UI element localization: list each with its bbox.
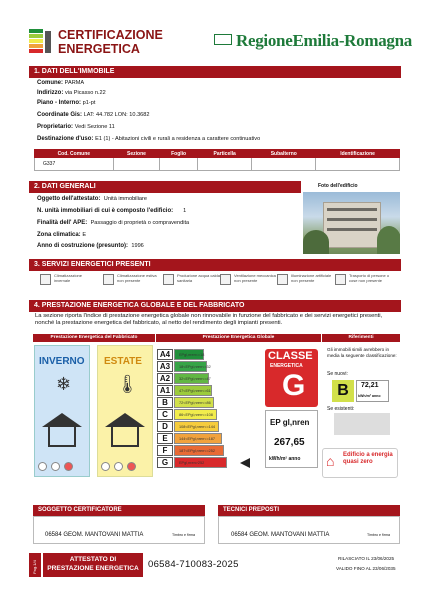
energy-class-bar	[174, 361, 211, 372]
energy-class-a4: A4	[157, 349, 173, 360]
section4-header: 4. PRESTAZIONE ENERGETICA GLOBALE E DEL FABBRICATO	[29, 300, 401, 312]
service-cooling	[103, 272, 163, 290]
energy-class-range: 108<EPgl,nren<=144	[179, 425, 215, 429]
panel-riferimenti-header: Riferimenti	[322, 334, 400, 342]
face-icon	[38, 462, 47, 471]
catasto-cell: G337	[35, 158, 114, 171]
energy-class-bar	[174, 349, 204, 360]
energy-class-range: 72<EPgl,nren<=86	[179, 401, 211, 405]
finalita-row	[37, 220, 189, 226]
winter-house-icon	[42, 413, 82, 427]
finalita-label: Finalità dell' APE:	[37, 220, 88, 226]
rif-text: Gli immobili simili avrebbero in media la seguente classificazione:	[327, 347, 397, 358]
anno-value: 1996	[131, 243, 144, 249]
inverno-label: INVERNO	[39, 356, 85, 367]
indirizzo-value: via Picasso n.22	[65, 90, 106, 96]
rif-unit: kWh/m² anno	[358, 394, 381, 398]
attestato-box	[43, 553, 143, 577]
energy-class-b: B	[157, 397, 173, 408]
nunita-value: 1	[183, 208, 187, 214]
tecnici-value: 06584 GEOM. MANTOVANI MATTIA	[231, 532, 330, 538]
rif-class-badge: B	[332, 380, 354, 402]
rif-value: 72,21	[361, 382, 379, 389]
summer-house-body	[111, 427, 139, 447]
building-photo	[303, 192, 400, 254]
rif-existing-placeholder	[334, 413, 390, 435]
energy-class-range: 144<EPgl,nren<=187	[179, 437, 215, 441]
service-heating	[40, 272, 100, 290]
rif-esistenti-label: Se esistenti:	[327, 406, 355, 412]
section4-description: La sezione riporta l'indice di prestazione energetica globale non rinnovabile in funzione del fabbricato e dei servizi energetici presenti, nonché la prestazione energetica del fabbricato, al netto del rendimento degli impianti presenti.	[35, 313, 383, 327]
piano-row	[37, 100, 95, 106]
certificate-code: 06584-710083-2025	[148, 559, 239, 570]
catasto-header: Subalterno	[252, 150, 316, 158]
coord-label: Coordinate Gis:	[37, 112, 83, 118]
service-label: Produzione acqua calda sanitaria	[177, 273, 220, 283]
energy-class-bar	[174, 421, 219, 432]
catasto-header-row	[35, 150, 400, 158]
snowflake-icon	[103, 274, 114, 285]
energy-class-range: 47<EPgl,nren<=61	[179, 389, 211, 393]
energy-class-range: 18<EPgl,nren<=32	[179, 365, 211, 369]
catasto-cell	[113, 158, 160, 171]
soggetto-box	[33, 516, 205, 544]
energy-class-bar	[174, 433, 222, 444]
energetica-label: ENERGETICA	[270, 363, 303, 369]
proprietario-label: Proprietario:	[37, 124, 74, 130]
tecnici-box	[218, 516, 400, 544]
service-hotwater	[163, 272, 223, 290]
energy-class-f: F	[157, 445, 173, 456]
face-icon	[64, 462, 73, 471]
indirizzo-row	[37, 90, 106, 96]
zona-row	[37, 232, 86, 238]
catasto-cell	[160, 158, 198, 171]
catasto-header: Cod. Comune	[35, 150, 114, 158]
section2-header: 2. DATI GENERALI	[29, 181, 301, 193]
catasto-header: Particella	[197, 150, 252, 158]
soggetto-header: SOGGETTO CERTIFICATORE	[33, 505, 205, 516]
catasto-table	[34, 149, 400, 171]
ep-label: EP gl,nren	[270, 418, 310, 427]
bulb-icon	[277, 274, 288, 285]
proprietario-row	[37, 124, 115, 130]
ace-logo-icon	[29, 29, 53, 55]
catasto-header: Sezione	[113, 150, 160, 158]
region-logo: RegioneEmilia-Romagna	[236, 31, 412, 50]
snowflake-icon: ❄	[56, 374, 72, 394]
anno-row	[37, 243, 144, 249]
page-number-text: Pag.1/4	[32, 560, 37, 574]
energy-class-range: 86<EPgl,nren<=108	[179, 413, 213, 417]
tecnici-firma: Timbro e firma	[367, 533, 391, 537]
page-title	[58, 28, 163, 56]
comune-value: PARMA	[64, 80, 85, 86]
energy-class-range: 187<EPgl,nren<=252	[179, 449, 215, 453]
face-icon	[127, 462, 136, 471]
coord-row	[37, 112, 150, 118]
tap-icon	[163, 274, 174, 285]
service-ventilation	[220, 272, 280, 290]
nunita-label: N. unità immobiliari di cui è composto l'edificio:	[37, 208, 174, 214]
nzeb-icon: ⌂	[326, 453, 335, 469]
energy-class-a1: A1	[157, 385, 173, 396]
catasto-cell	[316, 158, 400, 171]
title-line2: ENERGETICA	[58, 42, 140, 56]
face-icon	[114, 462, 123, 471]
piano-label: Piano - Interno:	[37, 100, 81, 106]
comune-label: Comune:	[37, 80, 63, 86]
destinazione-label: Destinazione d'uso:	[37, 136, 94, 142]
attestato-line1: ATTESTATO DI	[69, 556, 117, 563]
ep-unit: kWh/m² anno	[269, 456, 301, 462]
service-label: Ventilazione meccanica non presente	[234, 273, 276, 283]
classe-value: G	[282, 369, 306, 402]
energy-class-a3: A3	[157, 361, 173, 372]
energy-class-g: G	[157, 457, 173, 468]
energy-class-bar	[174, 409, 217, 420]
estate-label: ESTATE	[104, 356, 142, 367]
rif-nuovi-label: Se nuovi:	[327, 371, 348, 377]
indirizzo-label: Indirizzo:	[37, 90, 64, 96]
coord-value: LAT: 44.782 LON: 10.3682	[83, 112, 150, 118]
winter-house-body	[48, 427, 76, 447]
section1-header: 1. DATI DELL'IMMOBILE	[29, 66, 401, 78]
title-line1: CERTIFICAZIONE	[58, 28, 163, 42]
energy-class-a2: A2	[157, 373, 173, 384]
valido-date: VALIDO FINO AL 23/06/2035	[336, 566, 396, 571]
service-label: Illuminazione artificiale non presente	[291, 273, 332, 283]
energy-class-d: D	[157, 421, 173, 432]
service-label: Climatizzazione invernale	[54, 273, 83, 283]
summer-house-icon	[105, 413, 145, 427]
photo-label: Foto dell'edificio	[318, 183, 358, 189]
destinazione-row	[37, 136, 260, 142]
soggetto-firma: Timbro e firma	[172, 533, 196, 537]
comune-row	[37, 80, 84, 86]
oggetto-label: Oggetto dell'attestato:	[37, 196, 101, 202]
service-label: Trasporto di persone o cose non presente	[349, 273, 390, 283]
fan-icon	[220, 274, 231, 285]
current-class-arrow	[240, 458, 250, 468]
classe-label: CLASSE	[268, 350, 313, 362]
energy-class-bar	[174, 373, 209, 384]
energy-class-bar	[174, 445, 224, 456]
attestato-line2: PRESTAZIONE ENERGETICA	[47, 564, 139, 572]
catasto-header: Foglio	[160, 150, 198, 158]
rilasciato-date: RILASCIATO IL 23/06/2025	[338, 556, 395, 561]
radiator-icon	[40, 274, 51, 285]
tecnici-header: TECNICI PREPOSTI	[218, 505, 400, 516]
thermometer-icon: 🌡	[116, 374, 139, 394]
face-icon	[51, 462, 60, 471]
piano-value: p1-pt	[82, 100, 96, 106]
service-transport	[335, 272, 397, 290]
energy-class-bar	[174, 397, 214, 408]
destinazione-value: E1 (1) - Abitazioni civili e rurali a residenza a carattere continuativo	[95, 136, 261, 142]
zona-value: E	[82, 232, 87, 238]
energy-class-range: EPgl,nren<=18	[179, 353, 205, 357]
energy-class-range: 32<EPgl,nren<=47	[179, 377, 211, 381]
service-label: Climatizzazione estiva non presente	[117, 273, 157, 283]
finalita-value: Passaggio di proprietà o compravendita	[90, 220, 190, 226]
face-icon	[101, 462, 110, 471]
proprietario-value: Vedi Sezione 11	[74, 124, 115, 130]
zona-label: Zona climatica:	[37, 232, 81, 238]
ep-value: 267,65	[274, 437, 305, 448]
nunita-row	[37, 208, 186, 214]
section3-header: 3. SERVIZI ENERGETICI PRESENTI	[29, 259, 401, 271]
catasto-cell	[252, 158, 316, 171]
elevator-icon	[335, 274, 346, 285]
service-lighting	[277, 272, 337, 290]
nzeb-label: Edificio a energia quasi zero	[343, 452, 393, 465]
energy-class-e: E	[157, 433, 173, 444]
oggetto-row	[37, 196, 147, 202]
soggetto-value: 06584 GEOM. MANTOVANI MATTIA	[45, 532, 144, 538]
catasto-cell	[197, 158, 252, 171]
energy-class-bar	[174, 385, 212, 396]
panel-fabbricato-header: Prestazione Energetica del Fabbricato	[33, 334, 155, 342]
energy-class-range: EPgl,nren>252	[179, 461, 205, 465]
panel-globale-header: Prestazione Energetica Globale	[156, 334, 321, 342]
anno-label: Anno di costruzione (presunto):	[37, 243, 128, 249]
region-flag-icon	[214, 34, 232, 45]
catasto-header: Identificazione	[316, 150, 400, 158]
energy-class-c: C	[157, 409, 173, 420]
table-row	[35, 158, 400, 171]
oggetto-value: Unità immobiliare	[103, 196, 147, 202]
energy-class-bar	[174, 457, 227, 468]
page-number	[29, 553, 41, 577]
